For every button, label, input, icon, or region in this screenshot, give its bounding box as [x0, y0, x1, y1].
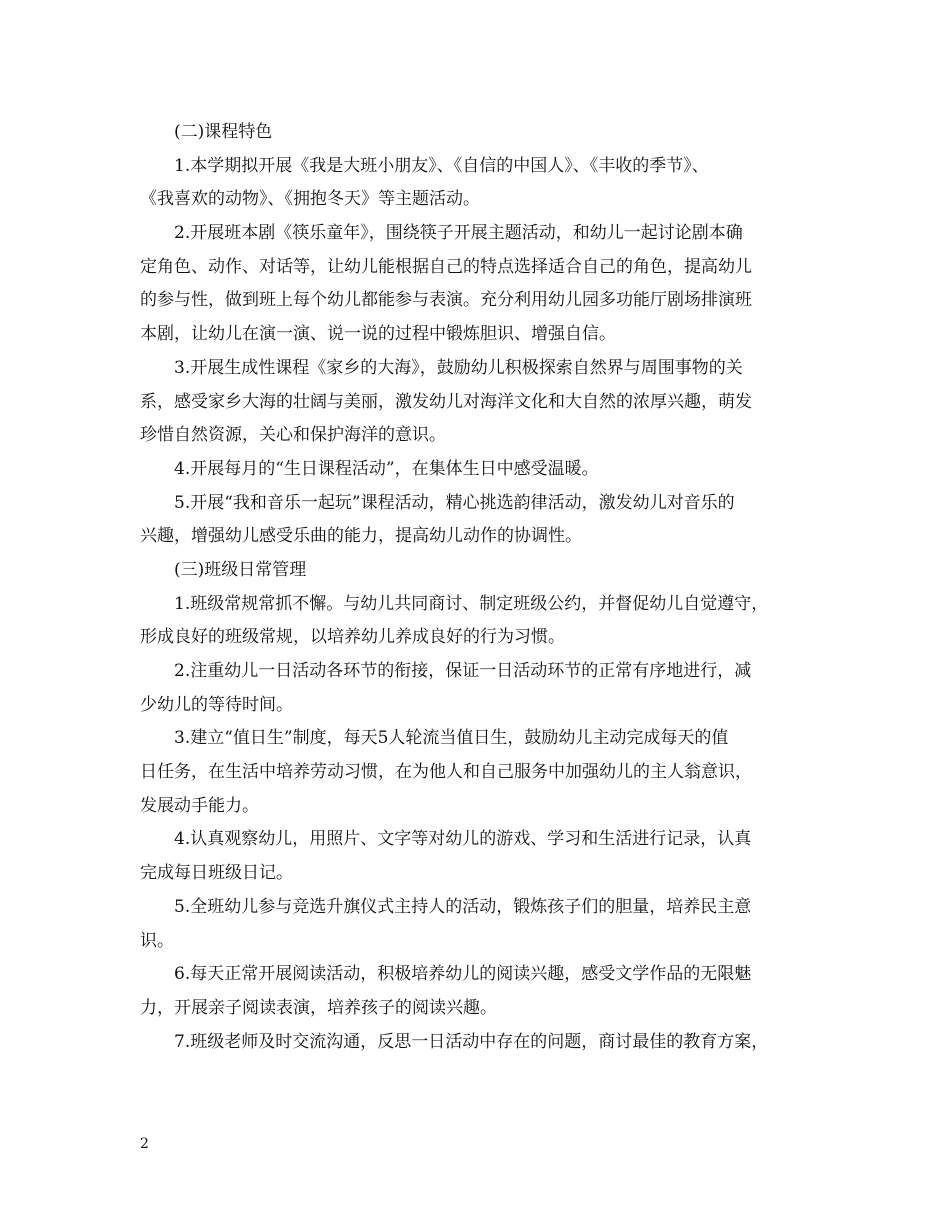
paragraph-line: 1.本学期拟开展《我是大班小朋友》、《自信的中国人》、《丰收的季节》、 [174, 155, 709, 176]
paragraph-line: 2.开展班本剧《筷乐童年》，围绕筷子开展主题活动，和幼儿一起讨论剧本确 [174, 223, 743, 244]
paragraph-line: 4.认真观察幼儿，用照片、文字等对幼儿的游戏、学习和生活进行记录，认真 [174, 829, 752, 850]
paragraph-line: 5.开展“我和音乐一起玩”课程活动，精心挑选韵律活动，激发幼儿对音乐的 [174, 492, 735, 513]
paragraph-line: 1.班级常规常抓不懈。与幼儿共同商讨、制定班级公约，并督促幼儿自觉遵守， [174, 593, 769, 614]
paragraph-line: 形成良好的班级常规，以培养幼儿养成良好的行为习惯。 [140, 627, 565, 648]
paragraph-line: 兴趣，增强幼儿感受乐曲的能力，提高幼儿动作的协调性。 [140, 526, 582, 547]
paragraph-line: 完成每日班级日记。 [140, 863, 293, 884]
paragraph-line: 2.注重幼儿一日活动各环节的衔接，保证一日活动环节的正常有序地进行，减 [174, 661, 752, 681]
paragraph-line: 本剧，让幼儿在演一演、说一说的过程中锻炼胆识、增强自信。 [140, 324, 616, 345]
document-body [140, 116, 828, 1059]
paragraph-line: 系，感受家乡大海的壮阔与美丽，激发幼儿对海洋文化和大自然的浓厚兴趣，萌发 [140, 391, 752, 412]
paragraph-line: 6.每天正常开展阅读活动，积极培养幼儿的阅读兴趣，感受文学作品的无限魅 [174, 964, 752, 985]
page-number: 2 [140, 1136, 149, 1152]
paragraph-line: 3.开展生成性课程《家乡的大海》，鼓励幼儿积极探索自然界与周围事物的关 [174, 357, 743, 378]
section-heading-daily-management: (三)班级日常管理 [174, 559, 307, 580]
paragraph-line: 力，开展亲子阅读表演，培养孩子的阅读兴趣。 [140, 997, 497, 1018]
paragraph-line: 的参与性，做到班上每个幼儿都能参与表演。充分利用幼儿园多功能厅剧场排演班 [140, 290, 752, 311]
paragraph-line: 珍惜自然资源，关心和保护海洋的意识。 [140, 425, 446, 446]
paragraph-line: 识。 [140, 930, 174, 951]
paragraph-line: 少幼儿的等待时间。 [140, 694, 293, 715]
paragraph-line: 定角色、动作、对话等，让幼儿能根据自己的特点选择适合自己的角色，提高幼儿 [140, 256, 752, 277]
paragraph-line: 《我喜欢的动物》、《拥抱冬天》等主题活动。 [140, 189, 480, 210]
paragraph-line: 4.开展每月的“生日课程活动”，在集体生日中感受温暖。 [174, 458, 599, 479]
section-heading-curriculum: (二)课程特色 [174, 122, 273, 142]
paragraph-line: 5.全班幼儿参与竞选升旗仪式主持人的活动，锻炼孩子们的胆量，培养民主意 [174, 896, 752, 917]
paragraph-line: 日任务，在生活中培养劳动习惯，在为他人和自己服务中加强幼儿的主人翁意识， [140, 762, 752, 783]
paragraph-line: 3.建立“值日生”制度，每天5人轮流当值日生，鼓励幼儿主动完成每天的值 [174, 728, 729, 749]
paragraph-line: 发展动手能力。 [140, 795, 259, 816]
paragraph-line: 7.班级老师及时交流沟通，反思一日活动中存在的问题，商讨最佳的教育方案， [174, 1031, 769, 1052]
